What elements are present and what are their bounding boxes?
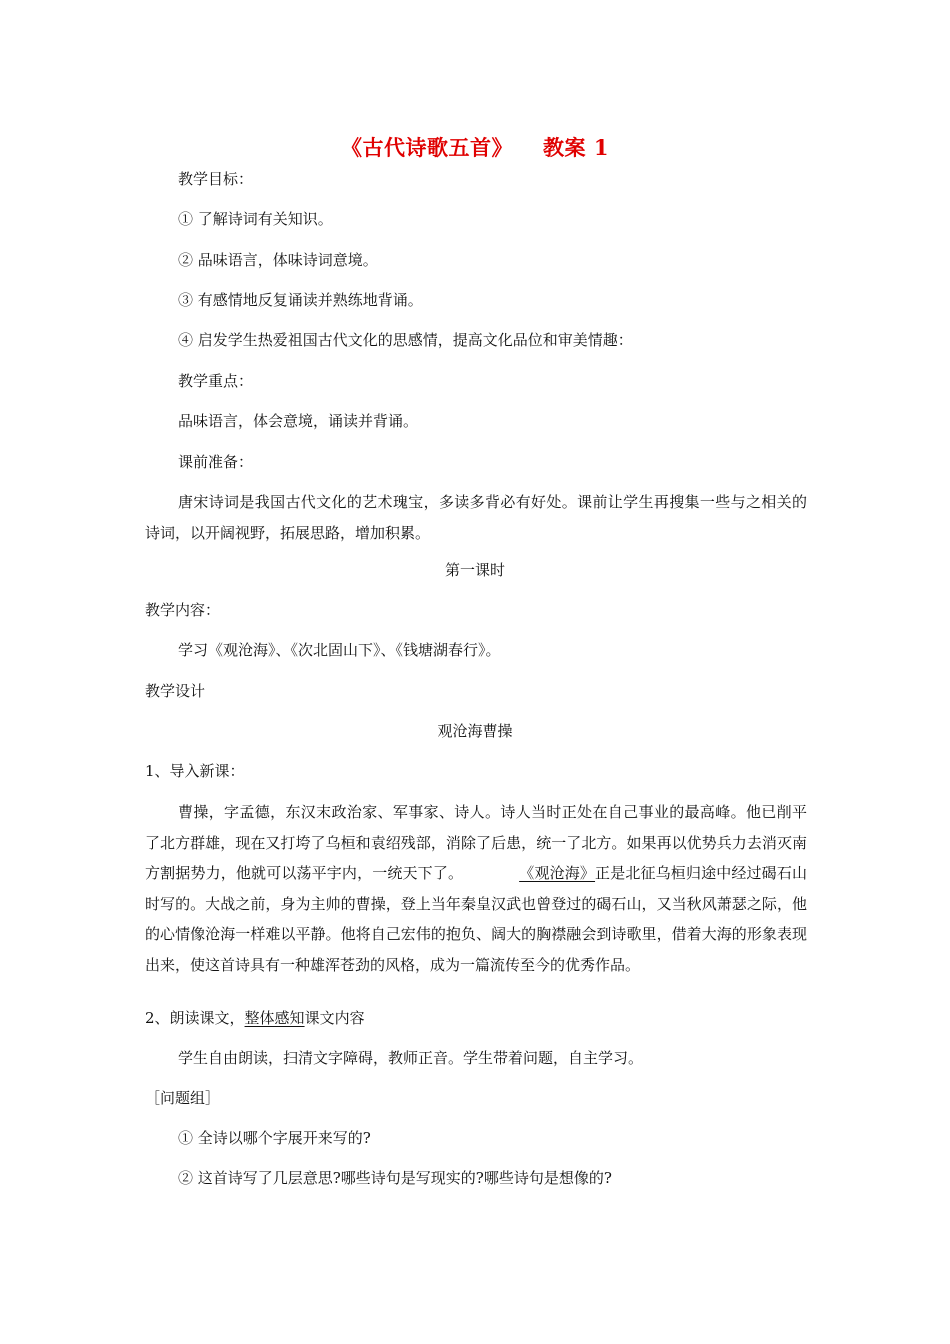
document-title	[0, 132, 950, 162]
focus-text: 品味语言，体会意境，诵读并背诵。	[178, 412, 419, 430]
poem-title-link: 《观沧海》	[519, 864, 596, 882]
focus-heading: 教学重点：	[178, 372, 254, 390]
question-item-1: ① 全诗以哪个字展开来写的?	[178, 1129, 371, 1147]
goal-item-4: ④ 启发学生热爱祖国古代文化的思感情，提高文化品位和审美情趣：	[178, 331, 633, 349]
step1-paragraph	[145, 797, 807, 980]
step1-text-a: 曹操，字孟德，东汉末政治家、军事家、诗人。诗人当时正处在自己事业的最高峰。他已削平了北方群雄，现在又打垮了乌桓和袁绍残部，消除了后患，统一了北方。如果再以优势兵力去消灭南方割据势力，他就可以荡平宇内，一统天下了。	[145, 803, 807, 882]
step2-heading-a: 2、朗读课文，	[145, 1009, 245, 1027]
step2-heading-b: 课文内容	[304, 1009, 365, 1027]
prep-paragraph: 唐宋诗词是我国古代文化的艺术瑰宝，多读多背必有好处。课前让学生再搜集一些与之相关的诗词，以开阔视野，拓展思路，增加积累。	[145, 493, 807, 542]
poem-title: 观沧海曹操	[437, 722, 513, 740]
goals-heading: 教学目标：	[178, 170, 254, 188]
step1-text-b: 正是北征乌桓归途中经过碣石山时写的。大战之前，身为主帅的曹操，登上当年秦皇汉武也曾登过的碣石山，又当秋风萧瑟之际，他的心情像沧海一样难以平静。他将自己宏伟的抱负、阔大的胸襟融会到诗歌里，借着大海的形象表现出来，使这首诗具有一种雄浑苍劲的风格，成为一篇流传至今的优秀作品。	[145, 864, 807, 974]
goal-item-2: ② 品味语言，体味诗词意境。	[178, 251, 378, 269]
goal-item-1: ① 了解诗词有关知识。	[178, 210, 333, 228]
step2-heading-underlined: 整体感知	[244, 1009, 305, 1027]
questions-heading: ［问题组］	[145, 1089, 221, 1107]
content-heading: 教学内容：	[145, 601, 221, 619]
content-text: 学习《观沧海》、《次北固山下》、《钱塘湖春行》。	[178, 641, 501, 659]
title-main: 《古代诗歌五首》	[341, 135, 514, 160]
step2-heading	[145, 1011, 365, 1026]
design-heading: 教学设计	[145, 682, 206, 700]
step1-heading: 1、导入新课：	[145, 762, 245, 780]
title-sub: 教案 1	[543, 135, 609, 160]
prep-heading: 课前准备：	[178, 453, 254, 471]
lesson-heading: 第一课时	[444, 561, 505, 579]
question-item-2: ② 这首诗写了几层意思?哪些诗句是写现实的?哪些诗句是想像的?	[178, 1169, 612, 1187]
goal-item-3: ③ 有感情地反复诵读并熟练地背诵。	[178, 291, 423, 309]
step2-text: 学生自由朗读，扫清文字障碍，教师正音。学生带着问题，自主学习。	[178, 1049, 644, 1067]
